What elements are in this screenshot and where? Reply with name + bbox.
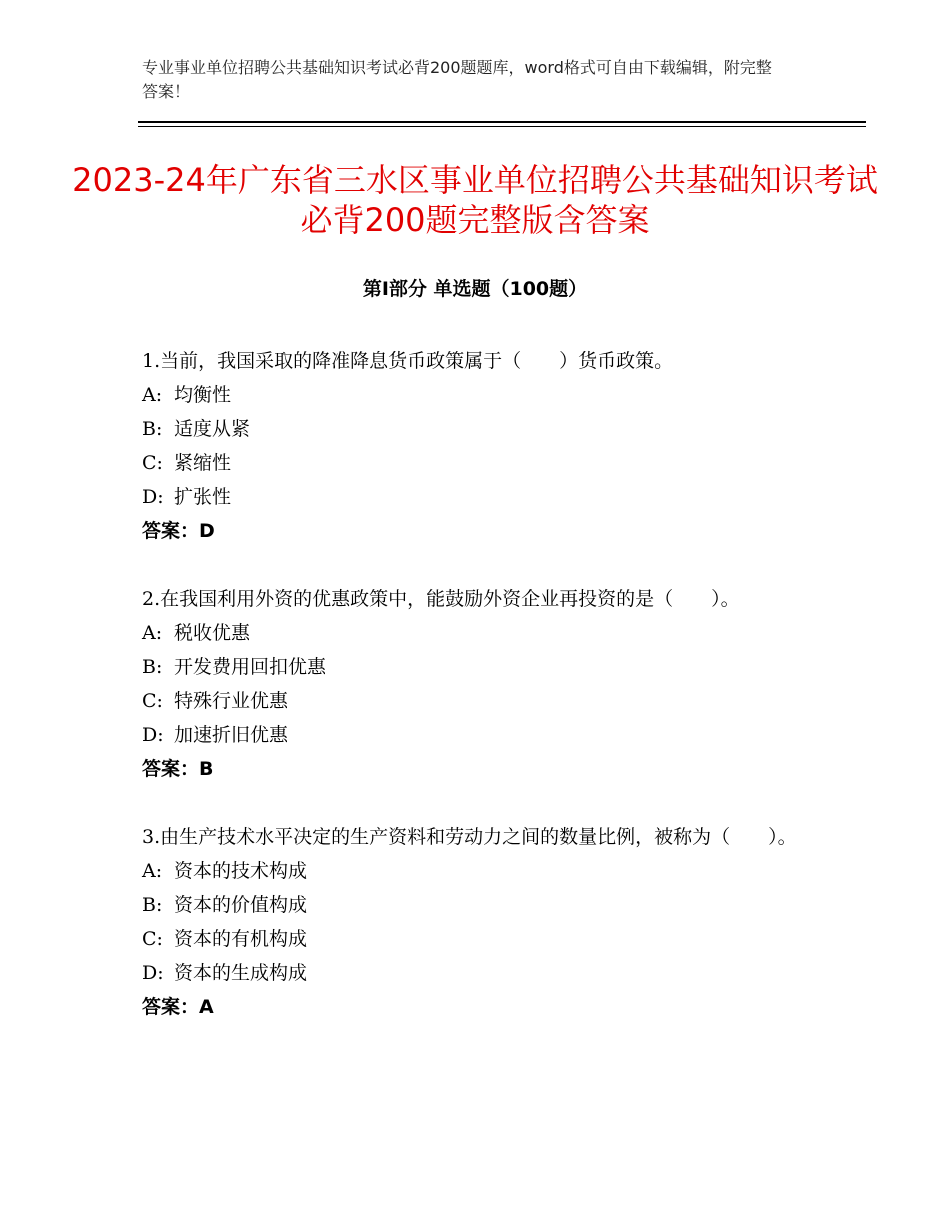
option-letter: D: bbox=[142, 962, 164, 984]
option-letter: D: bbox=[142, 486, 164, 508]
option-d bbox=[142, 718, 822, 752]
option-letter: D: bbox=[142, 724, 164, 746]
option-b bbox=[142, 888, 822, 922]
question-stem: 1.当前，我国采取的降准降息货币政策属于（ ）货币政策。 bbox=[142, 350, 674, 372]
option-text: 适度从紧 bbox=[174, 418, 251, 440]
option-letter: C: bbox=[142, 452, 163, 474]
option-letter: B: bbox=[142, 894, 163, 916]
option-d bbox=[142, 956, 822, 990]
header-divider-thin bbox=[138, 126, 866, 127]
option-letter: B: bbox=[142, 418, 163, 440]
option-d bbox=[142, 480, 822, 514]
option-letter: B: bbox=[142, 656, 163, 678]
option-text: 资本的生成构成 bbox=[174, 962, 308, 984]
option-letter: A: bbox=[142, 384, 163, 406]
question-list bbox=[142, 344, 822, 1058]
option-text: 特殊行业优惠 bbox=[174, 690, 289, 712]
option-text: 开发费用回扣优惠 bbox=[174, 656, 327, 678]
question-3 bbox=[142, 820, 822, 1024]
option-text: 资本的技术构成 bbox=[174, 860, 308, 882]
option-text: 均衡性 bbox=[174, 384, 232, 406]
question-stem: 3.由生产技术水平决定的生产资料和劳动力之间的数量比例，被称为（ ）。 bbox=[142, 826, 797, 848]
option-c bbox=[142, 684, 822, 718]
answer-line: 答案：D bbox=[142, 520, 215, 542]
option-c bbox=[142, 922, 822, 956]
header-note: 专业事业单位招聘公共基础知识考试必背200题题库，word格式可自由下载编辑，附完整答案！ bbox=[142, 58, 772, 101]
header-divider-thick bbox=[138, 121, 866, 123]
document-title: 2023-24年广东省三水区事业单位招聘公共基础知识考试必背200题完整版含答案 bbox=[72, 161, 878, 239]
option-b bbox=[142, 412, 822, 446]
option-text: 扩张性 bbox=[174, 486, 232, 508]
question-1 bbox=[142, 344, 822, 548]
option-a bbox=[142, 854, 822, 888]
option-text: 资本的价值构成 bbox=[174, 894, 308, 916]
option-a bbox=[142, 378, 822, 412]
section-title: 第Ⅰ部分 单选题（100题） bbox=[362, 278, 588, 300]
option-letter: C: bbox=[142, 690, 163, 712]
option-b bbox=[142, 650, 822, 684]
option-text: 加速折旧优惠 bbox=[174, 724, 289, 746]
question-stem: 2.在我国利用外资的优惠政策中，能鼓励外资企业再投资的是（ ）。 bbox=[142, 588, 740, 610]
option-text: 资本的有机构成 bbox=[174, 928, 308, 950]
answer-line: 答案：A bbox=[142, 996, 214, 1018]
option-letter: A: bbox=[142, 860, 163, 882]
option-text: 税收优惠 bbox=[174, 622, 251, 644]
option-text: 紧缩性 bbox=[174, 452, 232, 474]
option-letter: A: bbox=[142, 622, 163, 644]
question-2 bbox=[142, 582, 822, 786]
option-c bbox=[142, 446, 822, 480]
option-letter: C: bbox=[142, 928, 163, 950]
option-a bbox=[142, 616, 822, 650]
answer-line: 答案：B bbox=[142, 758, 214, 780]
